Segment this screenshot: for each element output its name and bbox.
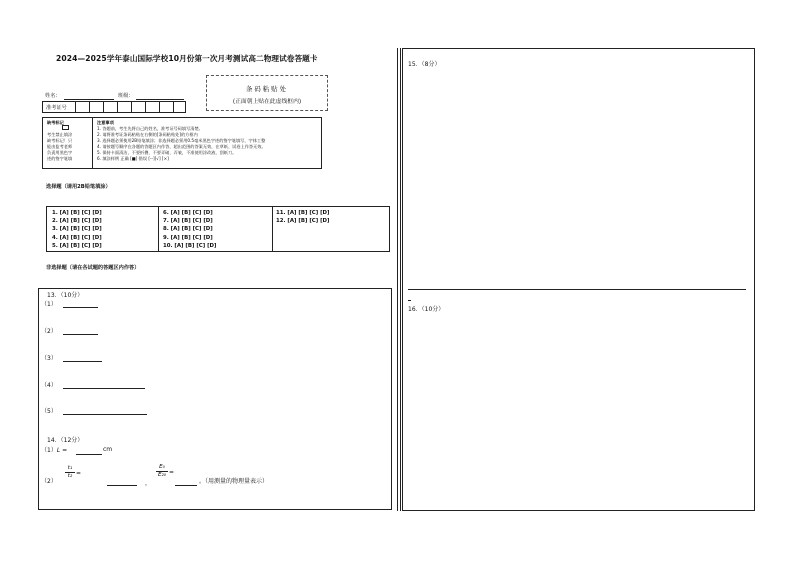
choice-row[interactable]: 9. [A] [B] [C] [D] bbox=[163, 234, 213, 241]
grid-divider bbox=[75, 102, 76, 113]
q14-equals: = bbox=[60, 447, 68, 454]
nonchoice-section-title: 非选择题（请在各试题的答题区内作答） bbox=[46, 265, 140, 271]
q13-item-4: （4） bbox=[41, 382, 57, 389]
notice-line: 3. 选择题必须使用2B铅笔填涂；非选择题必须用0.5毫米黑色字迹的签字笔填写，字体工整 bbox=[97, 138, 266, 143]
absent-mark-line: 缺考标记！只 bbox=[47, 138, 73, 143]
choice-col-divider bbox=[272, 207, 273, 252]
q14-unit: cm bbox=[103, 446, 113, 453]
q13-q14-answer-box[interactable] bbox=[38, 288, 392, 510]
grid-divider bbox=[89, 102, 90, 113]
q15-q16-answer-box[interactable] bbox=[402, 48, 755, 511]
exam-number-grid[interactable] bbox=[42, 101, 186, 113]
grid-divider bbox=[117, 102, 118, 113]
grid-divider bbox=[145, 102, 146, 113]
name-label: 姓名： bbox=[45, 93, 61, 99]
q14-part-2-prefix: （2） bbox=[41, 478, 57, 485]
q14-fraction-1 bbox=[65, 465, 75, 480]
notice-heading: 注意事项 bbox=[97, 120, 114, 125]
class-label: 班级： bbox=[118, 93, 134, 99]
choice-row[interactable]: 2. [A] [B] [C] [D] bbox=[52, 218, 102, 225]
choice-row[interactable]: 3. [A] [B] [C] [D] bbox=[52, 226, 102, 233]
center-divider bbox=[400, 48, 401, 511]
absent-mark-line: 负责用黑色字 bbox=[47, 150, 73, 155]
choice-row[interactable]: 5. [A] [B] [C] [D] bbox=[52, 242, 102, 249]
q14-fraction-2-equals: = bbox=[169, 469, 175, 476]
choice-column-3 bbox=[276, 209, 329, 225]
q13-title: 13．（10分） bbox=[47, 292, 84, 299]
notice-line: 5. 保持卡面清洁，不要折叠、不要弄破、弄皱，不准使用涂改液、刮纸刀。 bbox=[97, 150, 237, 155]
choice-column-2 bbox=[163, 209, 216, 250]
choice-row[interactable]: 6. [A] [B] [C] [D] bbox=[163, 210, 213, 216]
q14-fraction-2-numerator: E₀ bbox=[159, 464, 165, 470]
q14-fraction-2 bbox=[156, 464, 168, 479]
q13-item-3: （3） bbox=[41, 355, 57, 362]
q14-fraction-1-denominator: t₂ bbox=[65, 472, 75, 480]
barcode-title: 条码粘贴处 bbox=[246, 85, 288, 93]
q14-fraction-2-denominator: E₂₀ bbox=[157, 472, 167, 478]
absent-mark-line: 能由监考老师 bbox=[47, 144, 73, 149]
choice-row[interactable]: 11. [A] [B] [C] [D] bbox=[276, 210, 330, 216]
q14-fraction-1-equals: = bbox=[76, 470, 82, 477]
notice-line: 2. 请将准考证条码粘贴在右侧的[条码粘贴处]的方框内 bbox=[97, 132, 198, 137]
q14-length-answer-line[interactable] bbox=[76, 454, 102, 455]
q14-part-1-prefix: （1） bbox=[41, 447, 57, 454]
q14-length-symbol: L bbox=[56, 447, 61, 454]
q14-fraction-1-numerator: t₁ bbox=[67, 465, 73, 471]
q15-q16-separator bbox=[408, 289, 746, 290]
absent-mark-line: 考生禁止填涂 bbox=[47, 132, 73, 137]
q15-title: 15．（8分） bbox=[408, 61, 441, 68]
class-line[interactable] bbox=[136, 99, 184, 100]
notice-line: 4. 请按题号顺序在各题的答题区内作答，超出范围的答案无效，在草纸、试卷上作答无效。 bbox=[97, 144, 266, 149]
q16-title: 16．（10分） bbox=[408, 306, 445, 313]
exam-number-label: 准考证号 bbox=[46, 105, 67, 111]
q13-answer-line-2[interactable] bbox=[63, 334, 98, 335]
q13-item-5: （5） bbox=[41, 408, 57, 415]
notice-box bbox=[42, 117, 322, 169]
choice-row[interactable]: 1. [A] [B] [C] [D] bbox=[52, 210, 102, 216]
q14-end-note: 。（用测量的物理量表示） bbox=[199, 478, 269, 485]
absent-mark-heading: 缺考标记 bbox=[47, 120, 64, 125]
q13-answer-line-4[interactable] bbox=[63, 388, 145, 389]
choice-row[interactable]: 12. [A] [B] [C] [D] bbox=[276, 218, 330, 225]
name-line[interactable] bbox=[64, 99, 114, 100]
grid-divider bbox=[159, 102, 160, 113]
q13-answer-line-1[interactable] bbox=[63, 307, 98, 308]
choice-answer-box[interactable] bbox=[46, 206, 390, 252]
absent-mark-checkbox[interactable] bbox=[62, 125, 69, 130]
q13-answer-line-5[interactable] bbox=[63, 414, 147, 415]
q14-separator: ， bbox=[145, 480, 152, 487]
grid-divider bbox=[173, 102, 174, 113]
separator-tick bbox=[408, 300, 411, 301]
q13-item-2: （2） bbox=[41, 328, 57, 335]
absent-mark-line: 迹的签字笔填 bbox=[47, 156, 73, 161]
notice-divider bbox=[92, 118, 93, 169]
choice-column-1 bbox=[52, 209, 102, 250]
notice-line: 1. 答题前，考生先将自己的姓名，准考证号码填写清楚。 bbox=[97, 126, 203, 131]
q14-ratio-answer-line-2[interactable] bbox=[175, 485, 197, 486]
page-title: 2024—2025学年泰山国际学校10月份第一次月考测试高二物理试卷答题卡 bbox=[56, 54, 318, 63]
choice-col-divider bbox=[158, 207, 159, 252]
choice-row[interactable]: 4. [A] [B] [C] [D] bbox=[52, 234, 102, 241]
q14-ratio-answer-line-1[interactable] bbox=[107, 485, 137, 486]
choice-row[interactable]: 10. [A] [B] [C] [D] bbox=[163, 242, 217, 249]
center-divider bbox=[397, 48, 398, 511]
choice-row[interactable]: 7. [A] [B] [C] [D] bbox=[163, 218, 213, 225]
grid-divider bbox=[131, 102, 132, 113]
q13-item-1: （1） bbox=[41, 301, 57, 308]
q14-title: 14．（12分） bbox=[47, 437, 84, 444]
q13-answer-line-3[interactable] bbox=[63, 361, 102, 362]
choice-section-title: 选择题（请用2B铅笔填涂） bbox=[46, 184, 111, 190]
barcode-subtitle: (正面朝上贴在此虚线框内) bbox=[232, 99, 302, 105]
grid-divider bbox=[103, 102, 104, 113]
choice-row[interactable]: 8. [A] [B] [C] [D] bbox=[163, 226, 213, 233]
notice-line: 6. 填涂样例 正确 [■] 错误 [--][√] [×] bbox=[97, 156, 169, 161]
barcode-area bbox=[206, 75, 328, 111]
q14-part-1 bbox=[41, 445, 67, 454]
